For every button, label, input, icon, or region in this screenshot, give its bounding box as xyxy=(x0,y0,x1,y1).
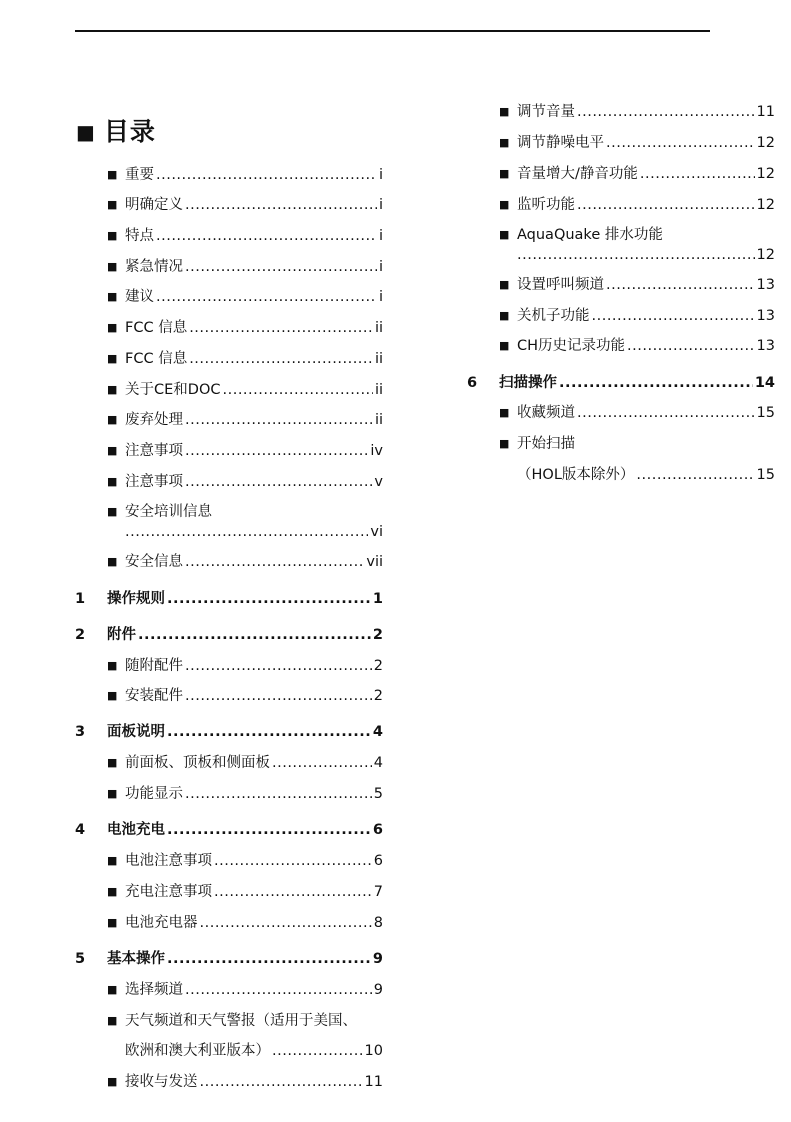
chapter-title: 面板说明 xyxy=(107,724,165,740)
dot-leader xyxy=(559,375,753,391)
toc-entry-page: ii xyxy=(374,412,383,428)
chapter-page: 2 xyxy=(372,627,383,643)
dot-leader xyxy=(627,338,755,354)
bullet-icon: ■ xyxy=(499,228,510,241)
chapter-number: 5 xyxy=(75,951,86,967)
toc-entry-label: 充电注意事项 xyxy=(125,884,212,900)
chapter-page: 14 xyxy=(754,375,775,391)
toc-chapter[interactable] xyxy=(75,947,383,968)
toc-entry[interactable] xyxy=(499,193,775,214)
toc-entry[interactable] xyxy=(107,880,383,901)
toc-entry[interactable] xyxy=(499,334,775,355)
toc-entry-label: 监听功能 xyxy=(517,197,575,213)
toc-entry[interactable] xyxy=(499,401,775,422)
dot-leader xyxy=(223,382,373,398)
chapter-title: 操作规则 xyxy=(107,591,165,607)
toc-entry-page: 10 xyxy=(364,1043,383,1059)
toc-entry-page: 13 xyxy=(756,308,775,324)
toc-entry[interactable] xyxy=(107,500,383,521)
chapter-number: 4 xyxy=(75,822,86,838)
bullet-icon: ■ xyxy=(107,916,118,929)
toc-entry-page: iv xyxy=(370,443,383,459)
toc-entry-label: 收藏频道 xyxy=(517,405,575,421)
toc-entry[interactable] xyxy=(107,163,383,184)
toc-entry[interactable] xyxy=(107,654,383,675)
bullet-icon: ■ xyxy=(107,505,118,518)
dot-leader xyxy=(167,591,371,607)
chapter-page: 1 xyxy=(372,591,383,607)
toc-entry[interactable] xyxy=(107,193,383,214)
dot-leader xyxy=(577,197,755,213)
dot-leader xyxy=(214,884,372,900)
bullet-icon: ■ xyxy=(107,689,118,702)
toc-entry-page: 9 xyxy=(373,982,383,998)
bullet-icon: ■ xyxy=(107,229,118,242)
chapter-number: 2 xyxy=(75,627,86,643)
toc-entry-page: 7 xyxy=(373,884,383,900)
toc-entry-label: 关机子功能 xyxy=(517,308,590,324)
toc-entry-page: vi xyxy=(370,524,383,540)
toc-entry-page: 11 xyxy=(364,1074,383,1090)
dot-leader xyxy=(200,915,372,931)
toc-chapter[interactable] xyxy=(75,587,383,608)
chapter-title: 电池充电 xyxy=(107,822,165,838)
toc-entry-label: 注意事项 xyxy=(125,474,183,490)
toc-entry-page: i xyxy=(378,289,383,305)
chapter-page: 9 xyxy=(372,951,383,967)
dot-leader xyxy=(272,755,372,771)
bullet-icon: ■ xyxy=(499,198,510,211)
dot-leader xyxy=(272,1043,363,1059)
toc-entry-page: 11 xyxy=(756,104,775,120)
toc-entry-page: i xyxy=(378,259,383,275)
dot-leader xyxy=(636,467,754,483)
toc-entry-page: 2 xyxy=(373,688,383,704)
dot-leader xyxy=(592,308,755,324)
chapter-page: 4 xyxy=(372,724,383,740)
toc-entry-label: 开始扫描 xyxy=(517,436,575,452)
toc-entry-page: 15 xyxy=(756,467,775,483)
toc-entry-label: 重要 xyxy=(125,167,154,183)
dot-leader xyxy=(577,104,755,120)
bullet-icon: ■ xyxy=(499,278,510,291)
chapter-title: 基本操作 xyxy=(107,951,165,967)
toc-entry-page: vii xyxy=(366,554,383,570)
dot-leader xyxy=(189,320,373,336)
dot-leader xyxy=(156,228,377,244)
bullet-icon: ■ xyxy=(107,260,118,273)
toc-entry-label-cont: 欧洲和澳大利亚版本） xyxy=(125,1043,270,1059)
dot-leader xyxy=(185,786,372,802)
toc-entry-page: ii xyxy=(374,382,383,398)
toc-entry-page: ii xyxy=(374,351,383,367)
dot-leader xyxy=(185,259,377,275)
toc-entry-page: 15 xyxy=(756,405,775,421)
dot-leader xyxy=(138,627,371,643)
toc-entry-label: 注意事项 xyxy=(125,443,183,459)
chapter-page: 6 xyxy=(372,822,383,838)
dot-leader xyxy=(200,1074,363,1090)
dot-leader xyxy=(185,688,372,704)
dot-leader xyxy=(606,135,755,151)
page-title-text: 目录 xyxy=(103,117,156,146)
toc-entry[interactable] xyxy=(499,162,775,183)
dot-leader xyxy=(185,412,373,428)
bullet-icon: ■ xyxy=(499,167,510,180)
toc-entry-label: 明确定义 xyxy=(125,197,183,213)
toc-entry-page: 13 xyxy=(756,277,775,293)
header-rule xyxy=(75,30,710,32)
toc-entry-label: 接收与发送 xyxy=(125,1074,198,1090)
toc-entry-label: 功能显示 xyxy=(125,786,183,802)
toc-entry-page: i xyxy=(378,197,383,213)
toc-entry-label: 特点 xyxy=(125,228,154,244)
toc-entry-page: i xyxy=(378,167,383,183)
toc-entry-label: 电池注意事项 xyxy=(125,853,212,869)
toc-entry[interactable] xyxy=(499,131,775,152)
chapter-title: 附件 xyxy=(107,627,136,643)
toc-entry-label: 天气频道和天气警报（适用于美国、 xyxy=(125,1013,357,1029)
bullet-icon: ■ xyxy=(499,406,510,419)
toc-entry-label: 随附配件 xyxy=(125,658,183,674)
toc-entry[interactable] xyxy=(499,432,775,453)
bullet-icon: ■ xyxy=(107,198,118,211)
bullet-icon: ■ xyxy=(107,854,118,867)
toc-entry-label: 安装配件 xyxy=(125,688,183,704)
toc-entry-label: 废弃处理 xyxy=(125,412,183,428)
bullet-icon: ■ xyxy=(107,168,118,181)
dot-leader xyxy=(125,524,368,540)
toc-entry-label: 紧急情况 xyxy=(125,259,183,275)
dot-leader xyxy=(640,166,755,182)
toc-entry-label: 安全培训信息 xyxy=(125,504,212,520)
toc-entry-label: 安全信息 xyxy=(125,554,183,570)
toc-entry[interactable] xyxy=(499,273,775,294)
toc-entry[interactable] xyxy=(499,223,775,244)
toc-entry-page: 5 xyxy=(373,786,383,802)
toc-entry-page: i xyxy=(378,228,383,244)
toc-entry-label: 关于CE和DOC xyxy=(125,382,221,398)
dot-leader xyxy=(214,853,372,869)
toc-entry-page: 8 xyxy=(373,915,383,931)
bullet-icon: ■ xyxy=(499,105,510,118)
toc-entry-continuation[interactable] xyxy=(517,247,775,263)
bullet-icon: ■ xyxy=(107,290,118,303)
toc-chapter[interactable] xyxy=(75,818,383,839)
toc-entry-page: 13 xyxy=(756,338,775,354)
toc-entry[interactable] xyxy=(107,408,383,429)
bullet-icon: ■ xyxy=(107,885,118,898)
toc-entry-page: 12 xyxy=(756,197,775,213)
bullet-icon: ■ xyxy=(107,1014,118,1027)
toc-entry[interactable] xyxy=(107,316,383,337)
toc-entry-label: 音量增大/静音功能 xyxy=(517,166,638,182)
toc-entry-label: 设置呼叫频道 xyxy=(517,277,604,293)
toc-entry[interactable] xyxy=(107,782,383,803)
dot-leader xyxy=(167,822,371,838)
toc-entry-page: 4 xyxy=(373,755,383,771)
toc-entry[interactable] xyxy=(499,304,775,325)
toc-entry-label: AquaQuake 排水功能 xyxy=(517,227,663,243)
toc-entry-page: ii xyxy=(374,320,383,336)
toc-entry-label: CH历史记录功能 xyxy=(517,338,626,354)
dot-leader xyxy=(185,554,364,570)
toc-entry[interactable] xyxy=(107,978,383,999)
toc-entry-label: 电池充电器 xyxy=(125,915,198,931)
toc-entry[interactable] xyxy=(107,347,383,368)
toc-entry[interactable] xyxy=(107,1009,383,1030)
toc-entry-label: 调节音量 xyxy=(517,104,575,120)
bullet-icon: ■ xyxy=(107,659,118,672)
bullet-icon: ■ xyxy=(107,756,118,769)
bullet-icon: ■ xyxy=(107,983,118,996)
bullet-icon: ■ xyxy=(107,475,118,488)
toc-entry-label: 前面板、顶板和侧面板 xyxy=(125,755,270,771)
toc-entry-label: 建议 xyxy=(125,289,154,305)
bullet-icon: ■ xyxy=(107,413,118,426)
bullet-icon: ■ xyxy=(107,352,118,365)
dot-leader xyxy=(185,197,377,213)
toc-entry-continuation[interactable] xyxy=(125,1039,383,1060)
toc-entry-page: 6 xyxy=(373,853,383,869)
dot-leader xyxy=(167,951,371,967)
chapter-number: 1 xyxy=(75,591,86,607)
toc-entry[interactable] xyxy=(107,378,383,399)
dot-leader xyxy=(185,982,372,998)
toc-entry[interactable] xyxy=(107,849,383,870)
bullet-icon: ■ xyxy=(107,321,118,334)
toc-entry-page: 2 xyxy=(373,658,383,674)
toc-entry-label: 调节静噪电平 xyxy=(517,135,604,151)
toc-entry-label: 选择频道 xyxy=(125,982,183,998)
dot-leader xyxy=(156,289,377,305)
page-title xyxy=(76,112,156,148)
toc-entry-label: FCC 信息 xyxy=(125,351,188,367)
bullet-icon: ■ xyxy=(107,1075,118,1088)
toc-entry[interactable] xyxy=(107,550,383,571)
bullet-icon: ■ xyxy=(499,339,510,352)
toc-entry-page: 12 xyxy=(756,247,775,263)
dot-leader xyxy=(185,658,372,674)
toc-entry[interactable] xyxy=(107,439,383,460)
toc-entry[interactable] xyxy=(107,285,383,306)
toc-entry-page: 12 xyxy=(756,166,775,182)
chapter-title: 扫描操作 xyxy=(499,375,557,391)
bullet-icon: ■ xyxy=(499,136,510,149)
toc-entry[interactable] xyxy=(107,911,383,932)
bullet-icon: ■ xyxy=(107,555,118,568)
dot-leader xyxy=(517,247,755,263)
bullet-icon: ■ xyxy=(107,383,118,396)
dot-leader xyxy=(156,167,377,183)
dot-leader xyxy=(185,474,372,490)
chapter-number: 6 xyxy=(467,375,478,391)
dot-leader xyxy=(606,277,755,293)
chapter-number: 3 xyxy=(75,724,86,740)
bullet-icon: ■ xyxy=(499,437,510,450)
dot-leader xyxy=(577,405,755,421)
toc-entry[interactable] xyxy=(107,684,383,705)
toc-entry[interactable] xyxy=(107,224,383,245)
toc-entry-page: 12 xyxy=(756,135,775,151)
toc-chapter[interactable] xyxy=(467,371,775,392)
toc-entry[interactable] xyxy=(107,751,383,772)
dot-leader xyxy=(189,351,373,367)
toc-chapter[interactable] xyxy=(75,623,383,644)
bullet-icon: ■ xyxy=(107,444,118,457)
toc-entry-continuation[interactable] xyxy=(125,524,383,540)
toc-entry-page: v xyxy=(374,474,383,490)
bullet-icon: ■ xyxy=(107,787,118,800)
toc-entry-label: FCC 信息 xyxy=(125,320,188,336)
toc-chapter[interactable] xyxy=(75,720,383,741)
bullet-icon: ■ xyxy=(499,309,510,322)
toc-entry[interactable] xyxy=(107,1070,383,1091)
toc-entry[interactable] xyxy=(107,255,383,276)
toc-entry-label-cont: （HOL版本除外） xyxy=(517,467,635,483)
toc-entry[interactable] xyxy=(499,100,775,121)
dot-leader xyxy=(167,724,371,740)
toc-entry-continuation[interactable] xyxy=(517,463,775,484)
toc-entry[interactable] xyxy=(107,470,383,491)
title-bullet-icon: ■ xyxy=(76,120,96,144)
dot-leader xyxy=(185,443,368,459)
